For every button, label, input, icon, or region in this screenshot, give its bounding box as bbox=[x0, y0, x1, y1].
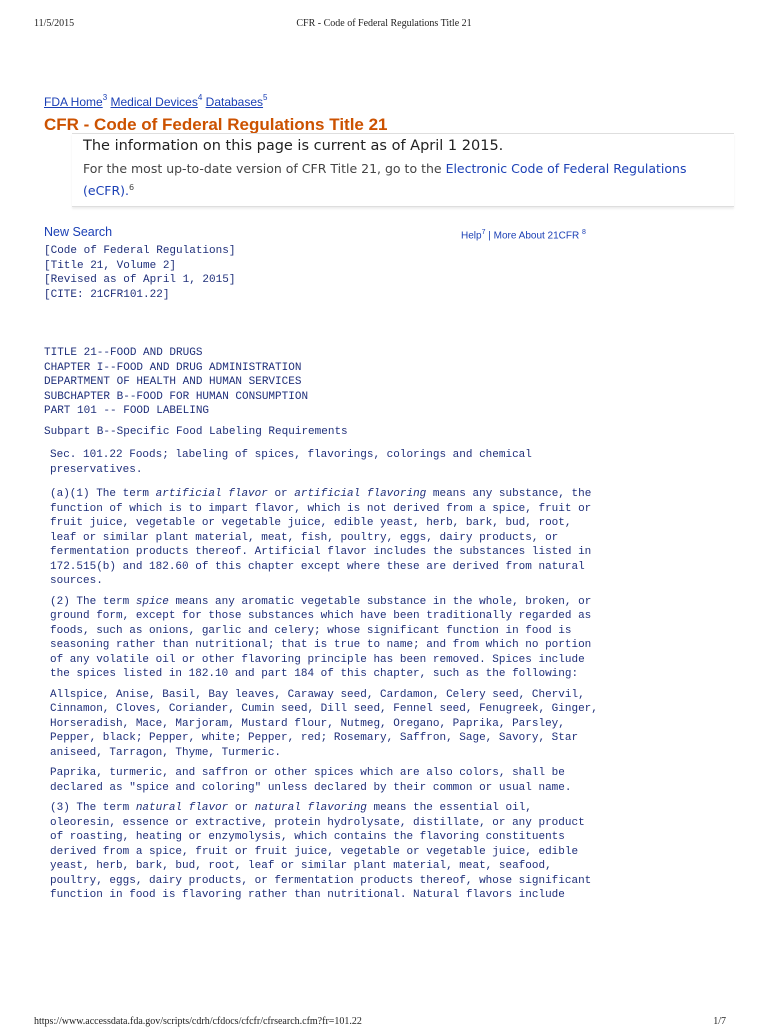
print-url: https://www.accessdata.fda.gov/scripts/cdrh/cfdocs/cfcfr/cfrsearch.cfm?fr=101.22 bbox=[34, 1016, 362, 1027]
heading-line: SUBCHAPTER B--FOOD FOR HUMAN CONSUMPTION bbox=[44, 390, 309, 403]
text-run: (a)(1) The term bbox=[50, 488, 156, 500]
defined-term: natural flavoring bbox=[254, 802, 367, 814]
part-heading: PART 101 -- FOOD LABELING bbox=[44, 405, 210, 417]
help-links bbox=[461, 229, 586, 241]
section-body bbox=[50, 448, 598, 909]
paragraph-a2 bbox=[50, 595, 598, 682]
notice-sub-text bbox=[83, 159, 723, 200]
breadcrumb bbox=[44, 95, 267, 109]
help-ref: 7 bbox=[481, 229, 486, 236]
text-run: (3) The term bbox=[50, 802, 136, 814]
ecfr-link[interactable]: Electronic Code of Federal Regulations (eCFR). bbox=[83, 161, 687, 199]
spice-list: Allspice, Anise, Basil, Bay leaves, Caraway seed, Cardamon, Celery seed, Chervil, Cinnamon, Cloves, Coriander, Cumin seed, Dill seed, Fennel seed, Fenugreek, Ginger, Horseradish, Mace, Marjoram, Mustard flour, Nutmeg, Oregano, Paprika, Parsley, Pepper, black; Pepper, white; Pepper, red; Rosemary, Saffron, Sage, Savory, Star aniseed, Tarragon, Thyme, Turmeric. bbox=[50, 688, 598, 759]
heading-line: DEPARTMENT OF HEALTH AND HUMAN SERVICES bbox=[44, 376, 302, 388]
breadcrumb-ref: 5 bbox=[263, 93, 268, 102]
currency-notice bbox=[72, 133, 734, 207]
more-ref: 8 bbox=[582, 229, 586, 236]
breadcrumb-ref: 3 bbox=[102, 93, 108, 102]
print-page-number: 1/7 bbox=[713, 1016, 726, 1027]
citation-block bbox=[44, 244, 235, 302]
more-about-21cfr-link[interactable]: More About 21CFR bbox=[493, 230, 580, 242]
text-run: or bbox=[228, 802, 255, 814]
defined-term: artificial flavor bbox=[155, 488, 268, 500]
help-separator: | bbox=[485, 230, 494, 242]
breadcrumb-medical-devices[interactable]: Medical Devices bbox=[110, 95, 198, 109]
breadcrumb-ref: 4 bbox=[197, 93, 203, 102]
cite-line: [CITE: 21CFR101.22] bbox=[44, 288, 170, 301]
notice-sub-prefix: For the most up-to-date version of CFR Title 21, go to the bbox=[83, 161, 446, 176]
cite-line: [Revised as of April 1, 2015] bbox=[44, 274, 236, 286]
paprika-note: Paprika, turmeric, and saffron or other spices which are also colors, shall be declared as "spice and coloring" unless declared by their common or usual name. bbox=[50, 767, 572, 794]
subpart-heading: Subpart B--Specific Food Labeling Requirements bbox=[44, 426, 348, 438]
paragraph-a1 bbox=[50, 487, 598, 589]
breadcrumb-fda-home[interactable]: FDA Home bbox=[44, 95, 103, 109]
page-title: CFR - Code of Federal Regulations Title 21 bbox=[44, 115, 388, 134]
text-run: means any aromatic vegetable substance in the whole, broken, or ground form, except for those substances which have been traditionally regarded as foods, such as onions, garlic and celery; whose significant function in food is seasoning rather than nutritional; that is true to name; and from which no portion of any volatile oil or other flavoring principle has been removed. Spices include the spices listed in 182.10 and part 184 of this chapter, such as the following: bbox=[50, 595, 592, 680]
help-link[interactable]: Help bbox=[461, 230, 482, 242]
text-run: or bbox=[267, 488, 295, 500]
print-date: 11/5/2015 bbox=[34, 18, 75, 29]
defined-term: artificial flavoring bbox=[294, 488, 427, 500]
print-title: CFR - Code of Federal Regulations Title 21 bbox=[296, 18, 472, 29]
print-header bbox=[0, 0, 768, 30]
breadcrumb-databases[interactable]: Databases bbox=[205, 95, 264, 109]
notice-ref: 6 bbox=[129, 183, 135, 192]
notice-main-text: The information on this page is current as of April 1 2015. bbox=[83, 138, 504, 154]
paragraph-a3 bbox=[50, 801, 598, 903]
defined-term: spice bbox=[135, 595, 169, 608]
cite-line: [Code of Federal Regulations] bbox=[44, 245, 236, 257]
text-run: (2) The term bbox=[50, 595, 136, 608]
new-search-link[interactable]: New Search bbox=[44, 225, 113, 239]
heading-line: TITLE 21--FOOD AND DRUGS bbox=[44, 347, 203, 359]
regulation-headings bbox=[44, 346, 308, 404]
cite-line: [Title 21, Volume 2] bbox=[44, 259, 177, 272]
text-run: means the essential oil, oleoresin, essence or extractive, protein hydrolysate, distillate, or any product of roasting, heating or enzymolysis, which contains the flavoring constituents derived from a spice, fruit or fruit juice, vegetable or vegetable juice, edible yeast, herb, bark, bud, root, leaf or similar plant material, meat, seafood, poultry, eggs, dairy products, or fermentation products thereof, whose significant function in food is flavoring rather than nutritional. Natural flavors include bbox=[50, 802, 592, 901]
defined-term: natural flavor bbox=[135, 802, 229, 814]
section-title: Sec. 101.22 Foods; labeling of spices, flavorings, colorings and chemical preservatives. bbox=[50, 449, 532, 476]
heading-line: CHAPTER I--FOOD AND DRUG ADMINISTRATION bbox=[44, 361, 302, 374]
text-run: means any substance, the function of which is to impart flavor, which is not derived from a spice, fruit or fruit juice, vegetable or vegetable juice, edible yeast, herb, bark, bud, root, leaf or similar plant material, meat, fish, poultry, eggs, dairy products, or fermentation products thereof. Artificial flavor includes the substances listed in 172.515(b) and 182.60 of this chapter except where these are derived from natural sources. bbox=[50, 488, 592, 587]
